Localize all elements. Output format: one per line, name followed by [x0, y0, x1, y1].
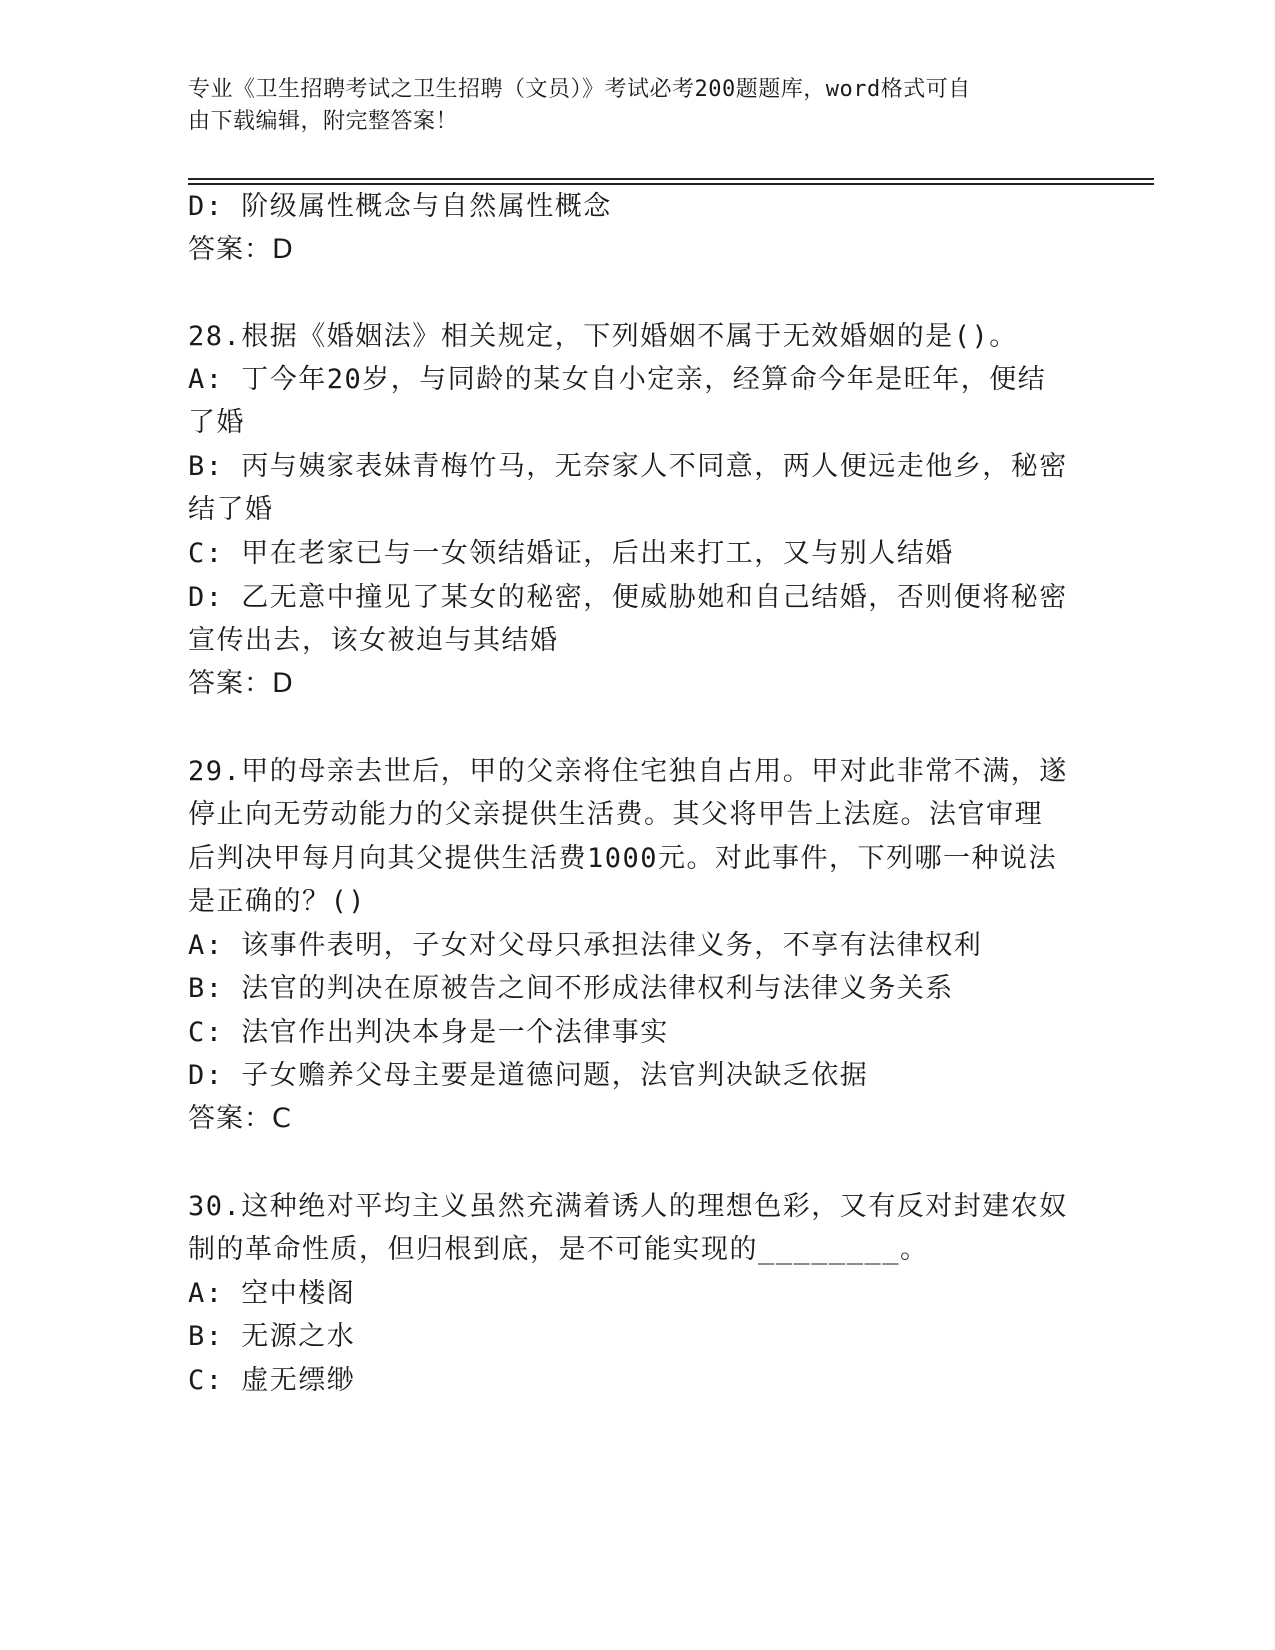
q28-stem: 28.根据《婚姻法》相关规定，下列婚姻不属于无效婚姻的是()。	[188, 321, 1018, 352]
q28-answer: 答案：D	[188, 668, 294, 699]
q28-option-a-cont: 了婚	[188, 407, 245, 438]
document-header	[188, 74, 1078, 138]
q29-option-c: C: 法官作出判决本身是一个法律事实	[188, 1017, 669, 1048]
q28-option-b-cont: 结了婚	[188, 494, 274, 525]
header-line-1: 专业《卫生招聘考试之卫生招聘（文员）》考试必考200题题库，word格式可自	[188, 77, 971, 102]
q28-option-c: C: 甲在老家已与一女领结婚证，后出来打工，又与别人结婚	[188, 538, 954, 569]
header-divider-top	[188, 178, 1154, 180]
q29-stem-3: 后判决甲每月向其父提供生活费1000元。对此事件，下列哪一种说法	[188, 843, 1058, 874]
q30-option-c: C: 虚无缥缈	[188, 1365, 356, 1396]
q27-answer: 答案：D	[188, 234, 294, 265]
q29-stem-1: 29.甲的母亲去世后，甲的父亲将住宅独自占用。甲对此非常不满，遂	[188, 756, 1068, 787]
q28-option-b: B: 丙与姨家表妹青梅竹马，无奈家人不同意，两人便远走他乡，秘密	[188, 451, 1068, 482]
q27-option-d: D: 阶级属性概念与自然属性概念	[188, 191, 612, 222]
header-line-2: 由下载编辑，附完整答案！	[188, 109, 459, 134]
q30-option-b: B: 无源之水	[188, 1321, 356, 1352]
q30-stem-1: 30.这种绝对平均主义虽然充满着诱人的理想色彩，又有反对封建农奴	[188, 1191, 1068, 1222]
q29-option-b: B: 法官的判决在原被告之间不形成法律权利与法律义务关系	[188, 973, 954, 1004]
q28-option-a: A: 丁今年20岁，与同龄的某女自小定亲，经算命今年是旺年，便结	[188, 364, 1047, 395]
q28-option-d-cont: 宣传出去，该女被迫与其结婚	[188, 625, 559, 656]
q29-stem-4: 是正确的？()	[188, 886, 367, 917]
q30-stem-2: 制的革命性质，但归根到底，是不可能实现的________。	[188, 1234, 929, 1265]
q29-option-a: A: 该事件表明，子女对父母只承担法律义务，不享有法律权利	[188, 930, 983, 961]
q28-option-d: D: 乙无意中撞见了某女的秘密，便威胁她和自己结婚，否则便将秘密	[188, 582, 1068, 613]
q29-answer: 答案：C	[188, 1103, 292, 1134]
header-divider-bottom	[188, 183, 1154, 185]
q29-stem-2: 停止向无劳动能力的父亲提供生活费。其父将甲告上法庭。法官审理	[188, 799, 1043, 830]
q29-option-d: D: 子女赡养父母主要是道德问题，法官判决缺乏依据	[188, 1060, 869, 1091]
q30-option-a: A: 空中楼阁	[188, 1278, 356, 1309]
